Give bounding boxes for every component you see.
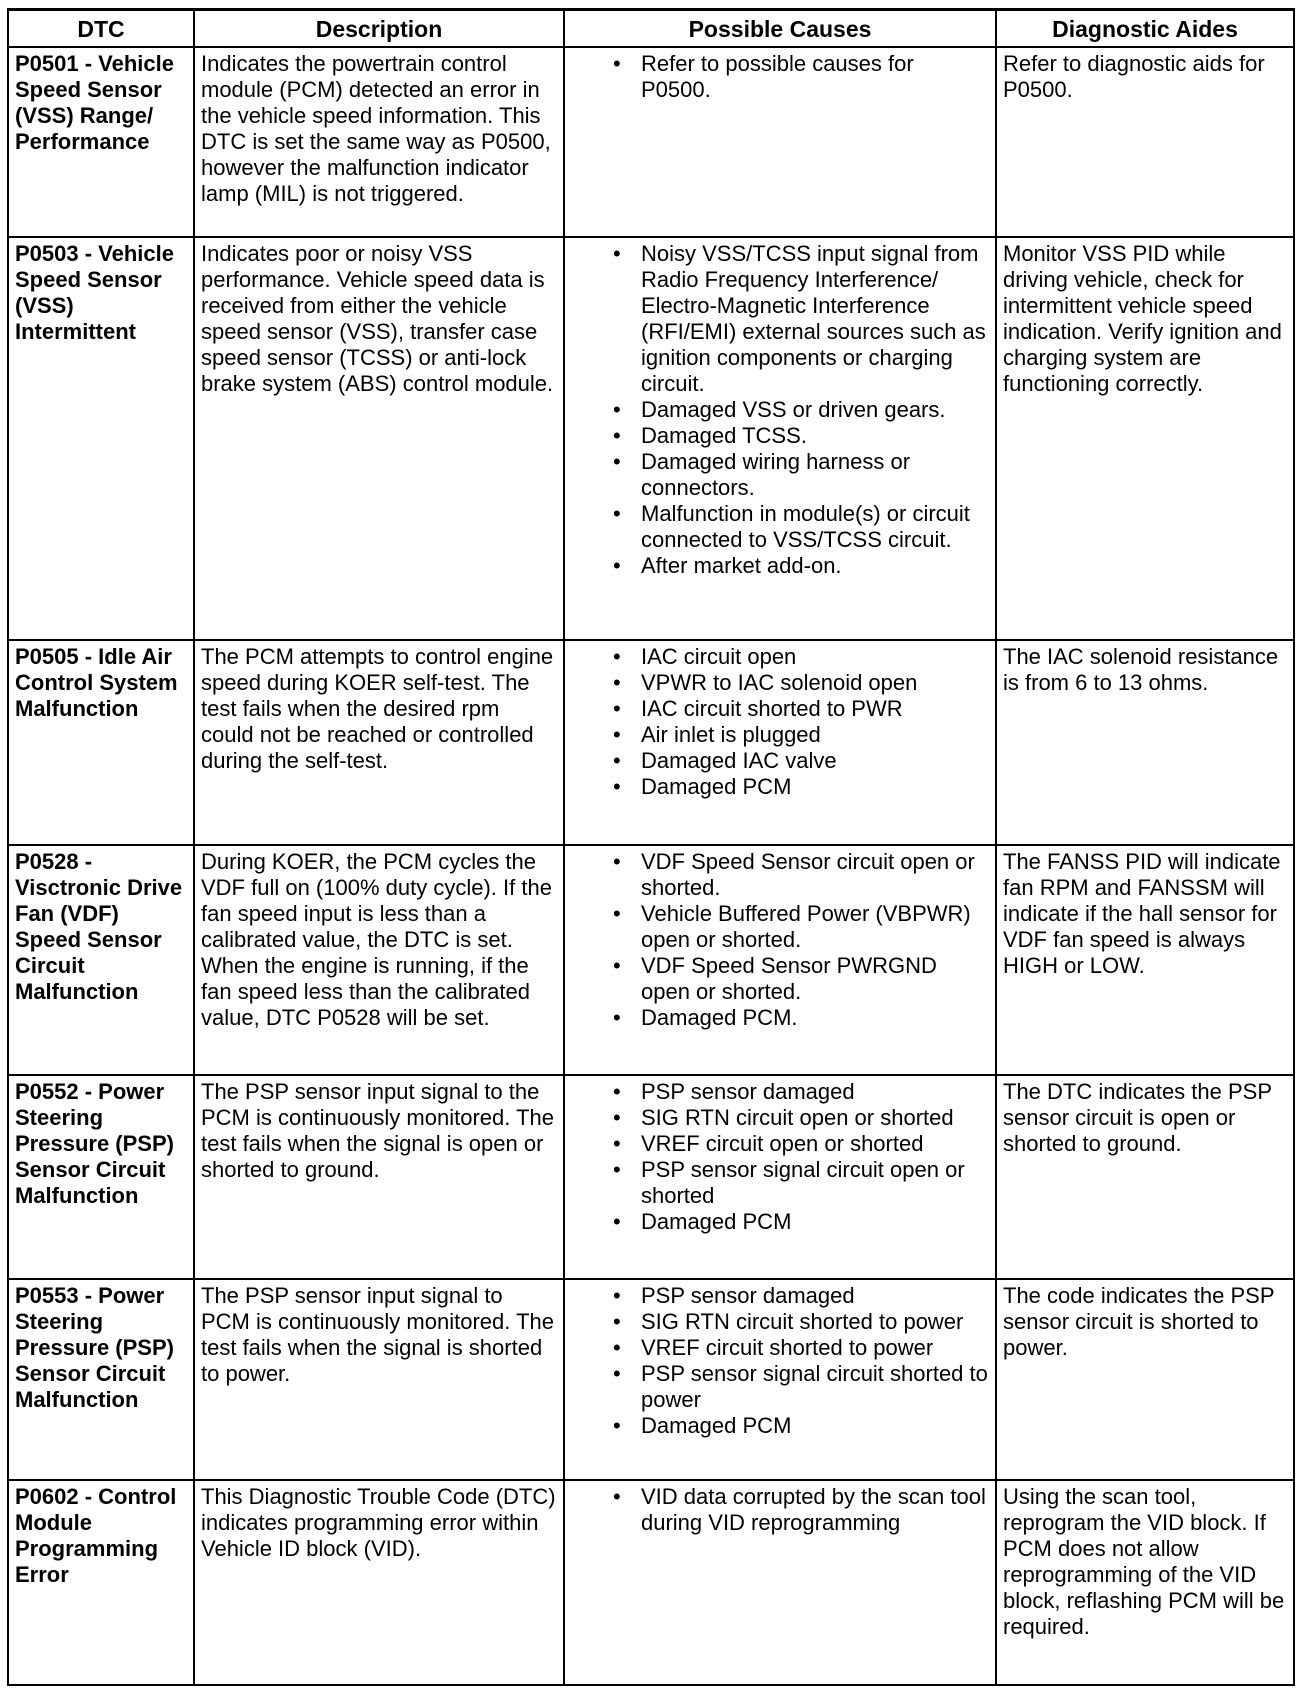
cause-list-item: • VPWR to IAC solenoid open — [613, 670, 989, 696]
cause-list-item: • PSP sensor damaged — [613, 1283, 989, 1309]
cause-list-item: • Damaged PCM. — [613, 1005, 989, 1031]
diagnostic-aides-cell: Using the scan tool, reprogram the VID block. If PCM does not allow reprogramming of the VID block, reflashing PCM will be required. — [996, 1480, 1294, 1685]
header-diagnostic-aides: Diagnostic Aides — [996, 10, 1294, 48]
description-cell: The PSP sensor input signal to the PCM is continuously monitored. The test fails when the signal is open or shorted to ground. — [194, 1075, 564, 1279]
table-row — [8, 1480, 1294, 1685]
table-row — [8, 1075, 1294, 1279]
diagnostic-aides-cell: The IAC solenoid resistance is from 6 to 13 ohms. — [996, 640, 1294, 845]
header-row — [8, 10, 1294, 48]
table-row — [8, 47, 1294, 237]
cause-list-item: • VREF circuit open or shorted — [613, 1131, 989, 1157]
cause-list-item: • After market add-on. — [613, 553, 989, 579]
cause-list-item: • Damaged IAC valve — [613, 748, 989, 774]
dtc-code-cell: P0552 - Power Steering Pressure (PSP) Sensor Circuit Malfunction — [8, 1075, 194, 1279]
cause-list-item: • Refer to possible causes for P0500. — [613, 51, 989, 103]
possible-causes-cell — [564, 1279, 996, 1481]
possible-causes-cell — [564, 640, 996, 845]
cause-list-item: • Damaged wiring harness or connectors. — [613, 449, 989, 501]
dtc-code-cell: P0501 - Vehicle Speed Sensor (VSS) Range/ Performance — [8, 47, 194, 237]
cause-list-item: • Damaged TCSS. — [613, 423, 989, 449]
cause-list-item: • IAC circuit shorted to PWR — [613, 696, 989, 722]
cause-list-item: • Damaged VSS or driven gears. — [613, 397, 989, 423]
cause-list-item: • Malfunction in module(s) or circuit connected to VSS/TCSS circuit. — [613, 501, 989, 553]
description-cell: Indicates the powertrain control module (PCM) detected an error in the vehicle speed information. This DTC is set the same way as P0500, however the malfunction indicator lamp (MIL) is not triggered. — [194, 47, 564, 237]
table-row — [8, 237, 1294, 640]
possible-causes-cell — [564, 237, 996, 640]
possible-causes-list — [571, 849, 989, 1031]
table-row — [8, 845, 1294, 1075]
cause-list-item: • Vehicle Buffered Power (VBPWR) open or shorted. — [613, 901, 989, 953]
table-row — [8, 640, 1294, 845]
cause-list-item: • Damaged PCM — [613, 1413, 989, 1439]
cause-list-item: • VREF circuit shorted to power — [613, 1335, 989, 1361]
possible-causes-list — [571, 1079, 989, 1235]
description-cell: Indicates poor or noisy VSS performance. Vehicle speed data is received from either the vehicle speed sensor (VSS), transfer case speed sensor (TCSS) or anti-lock brake system (ABS) control module. — [194, 237, 564, 640]
diagnostic-aides-cell: Refer to diagnostic aids for P0500. — [996, 47, 1294, 237]
header-possible-causes: Possible Causes — [564, 10, 996, 48]
diagnostic-aides-cell: The DTC indicates the PSP sensor circuit is open or shorted to ground. — [996, 1075, 1294, 1279]
cause-list-item: • VDF Speed Sensor PWRGND open or shorted. — [613, 953, 989, 1005]
possible-causes-list — [571, 644, 989, 800]
possible-causes-list — [571, 51, 989, 103]
possible-causes-cell — [564, 47, 996, 237]
description-cell: During KOER, the PCM cycles the VDF full on (100% duty cycle). If the fan speed input is less than a calibrated value, the DTC is set. When the engine is running, if the fan speed less than the calibrated value, DTC P0528 will be set. — [194, 845, 564, 1075]
header-description: Description — [194, 10, 564, 48]
cause-list-item: • VID data corrupted by the scan tool during VID reprogramming — [613, 1484, 989, 1536]
cause-list-item: • Damaged PCM — [613, 1209, 989, 1235]
possible-causes-list — [571, 1283, 989, 1439]
cause-list-item: • PSP sensor signal circuit open or shorted — [613, 1157, 989, 1209]
description-cell: This Diagnostic Trouble Code (DTC) indicates programming error within Vehicle ID block (VID). — [194, 1480, 564, 1685]
possible-causes-list — [571, 1484, 989, 1536]
dtc-code-cell: P0602 - Control Module Programming Error — [8, 1480, 194, 1685]
cause-list-item: • Noisy VSS/TCSS input signal from Radio Frequency Interference/ Electro-Magnetic Interference (RFI/EMI) external sources such as ignition components or charging circuit. — [613, 241, 989, 397]
cause-list-item: • Air inlet is plugged — [613, 722, 989, 748]
cause-list-item: • VDF Speed Sensor circuit open or shorted. — [613, 849, 989, 901]
diagnostic-aides-cell: The code indicates the PSP sensor circuit is shorted to power. — [996, 1279, 1294, 1481]
dtc-table — [7, 8, 1295, 1686]
dtc-code-cell: P0528 - Visctronic Drive Fan (VDF) Speed Sensor Circuit Malfunction — [8, 845, 194, 1075]
cause-list-item: • SIG RTN circuit shorted to power — [613, 1309, 989, 1335]
table-row — [8, 1279, 1294, 1481]
cause-list-item: • SIG RTN circuit open or shorted — [613, 1105, 989, 1131]
header-dtc: DTC — [8, 10, 194, 48]
diagnostic-aides-cell: The FANSS PID will indicate fan RPM and FANSSM will indicate if the hall sensor for VDF fan speed is always HIGH or LOW. — [996, 845, 1294, 1075]
description-cell: The PCM attempts to control engine speed during KOER self-test. The test fails when the desired rpm could not be reached or controlled during the self-test. — [194, 640, 564, 845]
cause-list-item: • Damaged PCM — [613, 774, 989, 800]
cause-list-item: • PSP sensor signal circuit shorted to power — [613, 1361, 989, 1413]
cause-list-item: • PSP sensor damaged — [613, 1079, 989, 1105]
possible-causes-cell — [564, 1075, 996, 1279]
possible-causes-cell — [564, 1480, 996, 1685]
dtc-code-cell: P0505 - Idle Air Control System Malfunction — [8, 640, 194, 845]
dtc-code-cell: P0553 - Power Steering Pressure (PSP) Sensor Circuit Malfunction — [8, 1279, 194, 1481]
dtc-code-cell: P0503 - Vehicle Speed Sensor (VSS) Intermittent — [8, 237, 194, 640]
description-cell: The PSP sensor input signal to PCM is continuously monitored. The test fails when the signal is shorted to power. — [194, 1279, 564, 1481]
possible-causes-cell — [564, 845, 996, 1075]
dtc-table-body — [8, 47, 1294, 1685]
diagnostic-aides-cell: Monitor VSS PID while driving vehicle, check for intermittent vehicle speed indication. Verify ignition and charging system are functioning correctly. — [996, 237, 1294, 640]
cause-list-item: • IAC circuit open — [613, 644, 989, 670]
possible-causes-list — [571, 241, 989, 579]
